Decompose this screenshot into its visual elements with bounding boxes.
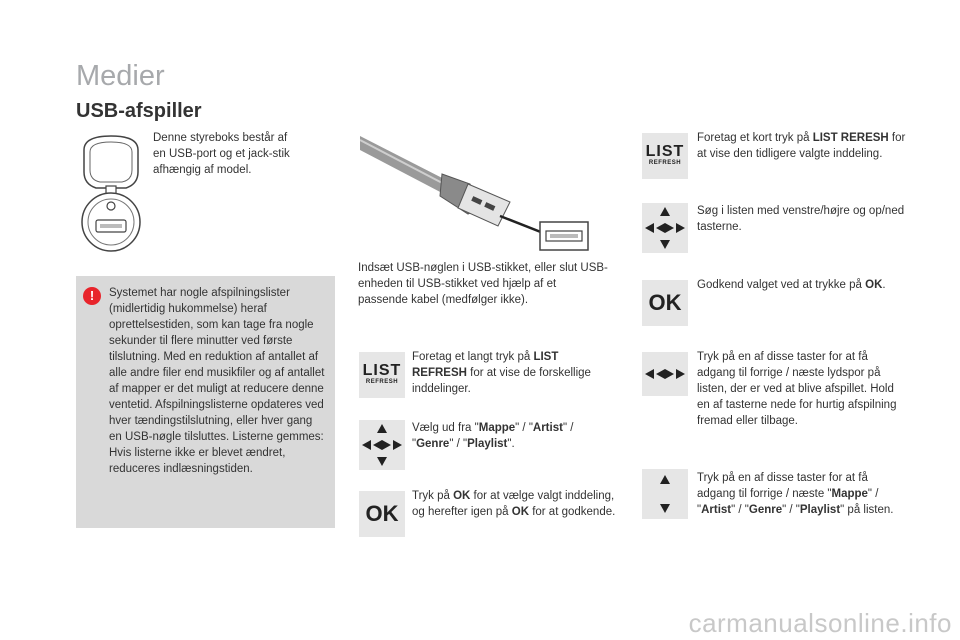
four-way-arrows-icon (359, 420, 405, 470)
usb-plug-illustration (360, 130, 600, 260)
section-title: USB-afspiller (76, 100, 202, 122)
mid-step2-text: Vælg ud fra "Mappe" / "Artist" / "Genre" / "Playlist". (412, 422, 574, 450)
list-label: LIST (645, 143, 685, 160)
ok-badge: OK (359, 491, 405, 537)
four-way-arrows-icon-right (642, 203, 688, 253)
exclamation-icon: ! (83, 287, 101, 305)
warning-text: Systemet har nogle afspilningslister (midlertidig hukommelse) heraf oprettelsestiden, som kan tage fra nogle sekunder til flere minutter ved første tilslutning. Med en reduktion af antallet af alle andre filer end musikfiler og af antallet af mapper er det muligt at reducere denne ventetid. Afspilningslisterne opdateres ved hver tændingstilslutning, eller hver gang en USB-nøgle tilsluttes. Listerne gemmes: Hvis listerne ikke er blevet ændret, reduceres indlæsningstiden. (109, 287, 325, 475)
right-step1-text: Foretag et kort tryk på LIST RERESH for at vise den tidligere valgte inddeling. (697, 132, 906, 160)
page-title: Medier (76, 60, 165, 92)
refresh-label: REFRESH (648, 160, 682, 166)
usb-instruction-text: Indsæt USB-nøglen i USB-stikket, eller slut USB-enheden til USB-stikket ved hjælp af et passende kabel (medfølger ikke). (358, 262, 608, 306)
list-refresh-badge-right (642, 133, 688, 179)
mid-step3-text: Tryk på OK for at vælge valgt inddeling, og herefter igen på OK for at godkende. (412, 490, 616, 518)
right-step4-text: Tryk på en af disse taster for at få adgang til forrige / næste lydspor på listen, der er ved at blive afspillet. Hold en af tasterne nede for hurtig afspilning fremad eller tilbage. (697, 351, 897, 427)
right-step3-text: Godkend valget ved at trykke på OK. (697, 279, 886, 291)
intro-text: Denne styreboks består af en USB-port og et jack-stik afhængig af model. (153, 132, 290, 176)
ok-badge-right: OK (642, 280, 688, 326)
up-down-arrows-icon (642, 469, 688, 519)
usb-port-illustration (76, 132, 146, 257)
right-step5-text: Tryk på en af disse taster for at få adgang til forrige / næste "Mappe" / "Artist" / "Genre" / "Playlist" på listen. (697, 472, 894, 516)
refresh-label: REFRESH (365, 379, 399, 385)
watermark-text: carmanualsonline.info (688, 608, 952, 638)
left-right-arrows-icon (642, 352, 688, 396)
list-label: LIST (362, 362, 402, 379)
list-refresh-badge (359, 352, 405, 398)
right-step2-text: Søg i listen med venstre/højre og op/ned tasterne. (697, 205, 905, 233)
mid-step1-text: Foretag et langt tryk på LIST REFRESH for at vise de forskellige inddelinger. (412, 351, 591, 395)
